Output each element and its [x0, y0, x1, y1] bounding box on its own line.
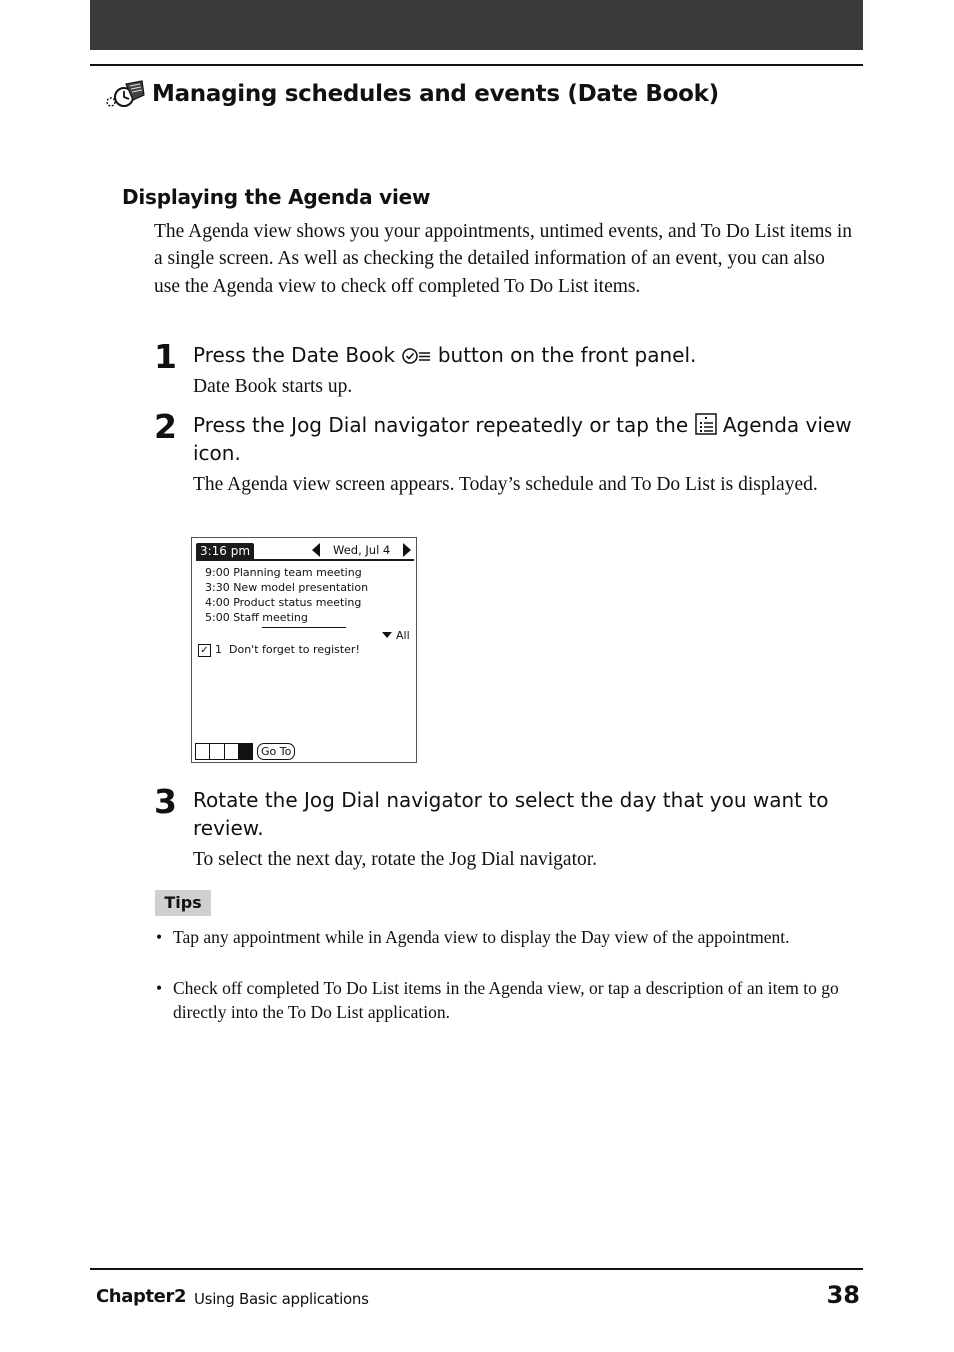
step-note: The Agenda view screen appears. Today’s schedule and To Do List is displayed. [193, 474, 818, 495]
step-text-before: Press the Date Book [193, 343, 396, 367]
agenda-view-tab-icon[interactable] [239, 744, 252, 759]
appointment-item[interactable]: 3:30 New model presentation [205, 581, 369, 594]
step-text-after: button on the front panel. [437, 343, 697, 367]
previous-day-arrow-icon[interactable] [312, 543, 320, 557]
todo-priority: 1 [215, 643, 222, 656]
tip-text: Tap any appointment while in Agenda view to display the Day view of the appointment. [173, 927, 790, 947]
step-number: 1 [154, 337, 177, 376]
header-rule [90, 64, 863, 66]
todo-description[interactable]: Don't forget to register! [229, 643, 360, 656]
step-note: To select the next day, rotate the Jog Dial navigator. [193, 849, 598, 870]
date-book-button-icon [401, 347, 431, 365]
step-instruction: Rotate the Jog Dial navigator to select the day that you want to review. [193, 788, 829, 840]
tip-item [156, 925, 856, 949]
appointment-item[interactable]: 4:00 Product status meeting [205, 596, 362, 609]
go-to-button[interactable]: Go To [257, 743, 295, 760]
appointment-item[interactable]: 5:00 Staff meeting [205, 611, 308, 624]
view-selector [195, 743, 253, 760]
date-book-icon [104, 78, 146, 110]
step-number: 3 [154, 782, 177, 821]
tip-text: Check off completed To Do List items in the Agenda view, or tap a description of an item to go directly into the To Do List application. [173, 978, 839, 1022]
agenda-divider [262, 627, 346, 628]
filter-label: All [396, 629, 410, 642]
page-number: 38 [826, 1281, 860, 1309]
footer-rule [90, 1268, 863, 1270]
step-instruction [193, 411, 858, 467]
title-bar-line [196, 559, 414, 561]
chapter-title [104, 76, 719, 112]
todo-checkbox[interactable]: ✓ [198, 644, 211, 657]
chapter-title-text: Managing schedules and events (Date Book) [152, 81, 719, 107]
step-text-before: Press the Jog Dial navigator repeatedly or tap the [193, 413, 689, 437]
tip-item [156, 976, 856, 1024]
step-number: 2 [154, 407, 177, 446]
footer-subtitle: Using Basic applications [194, 1290, 369, 1308]
day-view-icon[interactable] [196, 744, 210, 759]
intro-paragraph: The Agenda view shows you your appointments, untimed events, and To Do List items in a single screen. As well as checking the detailed information of an event, you can also use the Agenda view to check off completed To Do List items. [154, 221, 853, 297]
month-view-icon[interactable] [225, 744, 239, 759]
agenda-view-screen [191, 537, 417, 763]
header-bar [90, 0, 863, 50]
appointment-item[interactable]: 9:00 Planning team meeting [205, 566, 362, 579]
week-view-icon[interactable] [210, 744, 224, 759]
agenda-view-icon [695, 413, 717, 435]
tips-label: Tips [155, 890, 211, 916]
bullet-icon: • [156, 927, 163, 947]
time-display[interactable]: 3:16 pm [196, 543, 254, 559]
footer-chapter: Chapter2 [96, 1286, 187, 1307]
step-note: Date Book starts up. [193, 376, 353, 397]
step-text-after: Agenda view icon. [193, 413, 852, 465]
todo-filter-dropdown[interactable] [382, 628, 410, 643]
bullet-icon: • [156, 978, 163, 998]
date-label: Wed, Jul 4 [333, 543, 391, 557]
section-heading: Displaying the Agenda view [122, 185, 431, 209]
next-day-arrow-icon[interactable] [403, 543, 411, 557]
dropdown-triangle-icon [382, 632, 392, 638]
step-instruction [193, 341, 858, 369]
